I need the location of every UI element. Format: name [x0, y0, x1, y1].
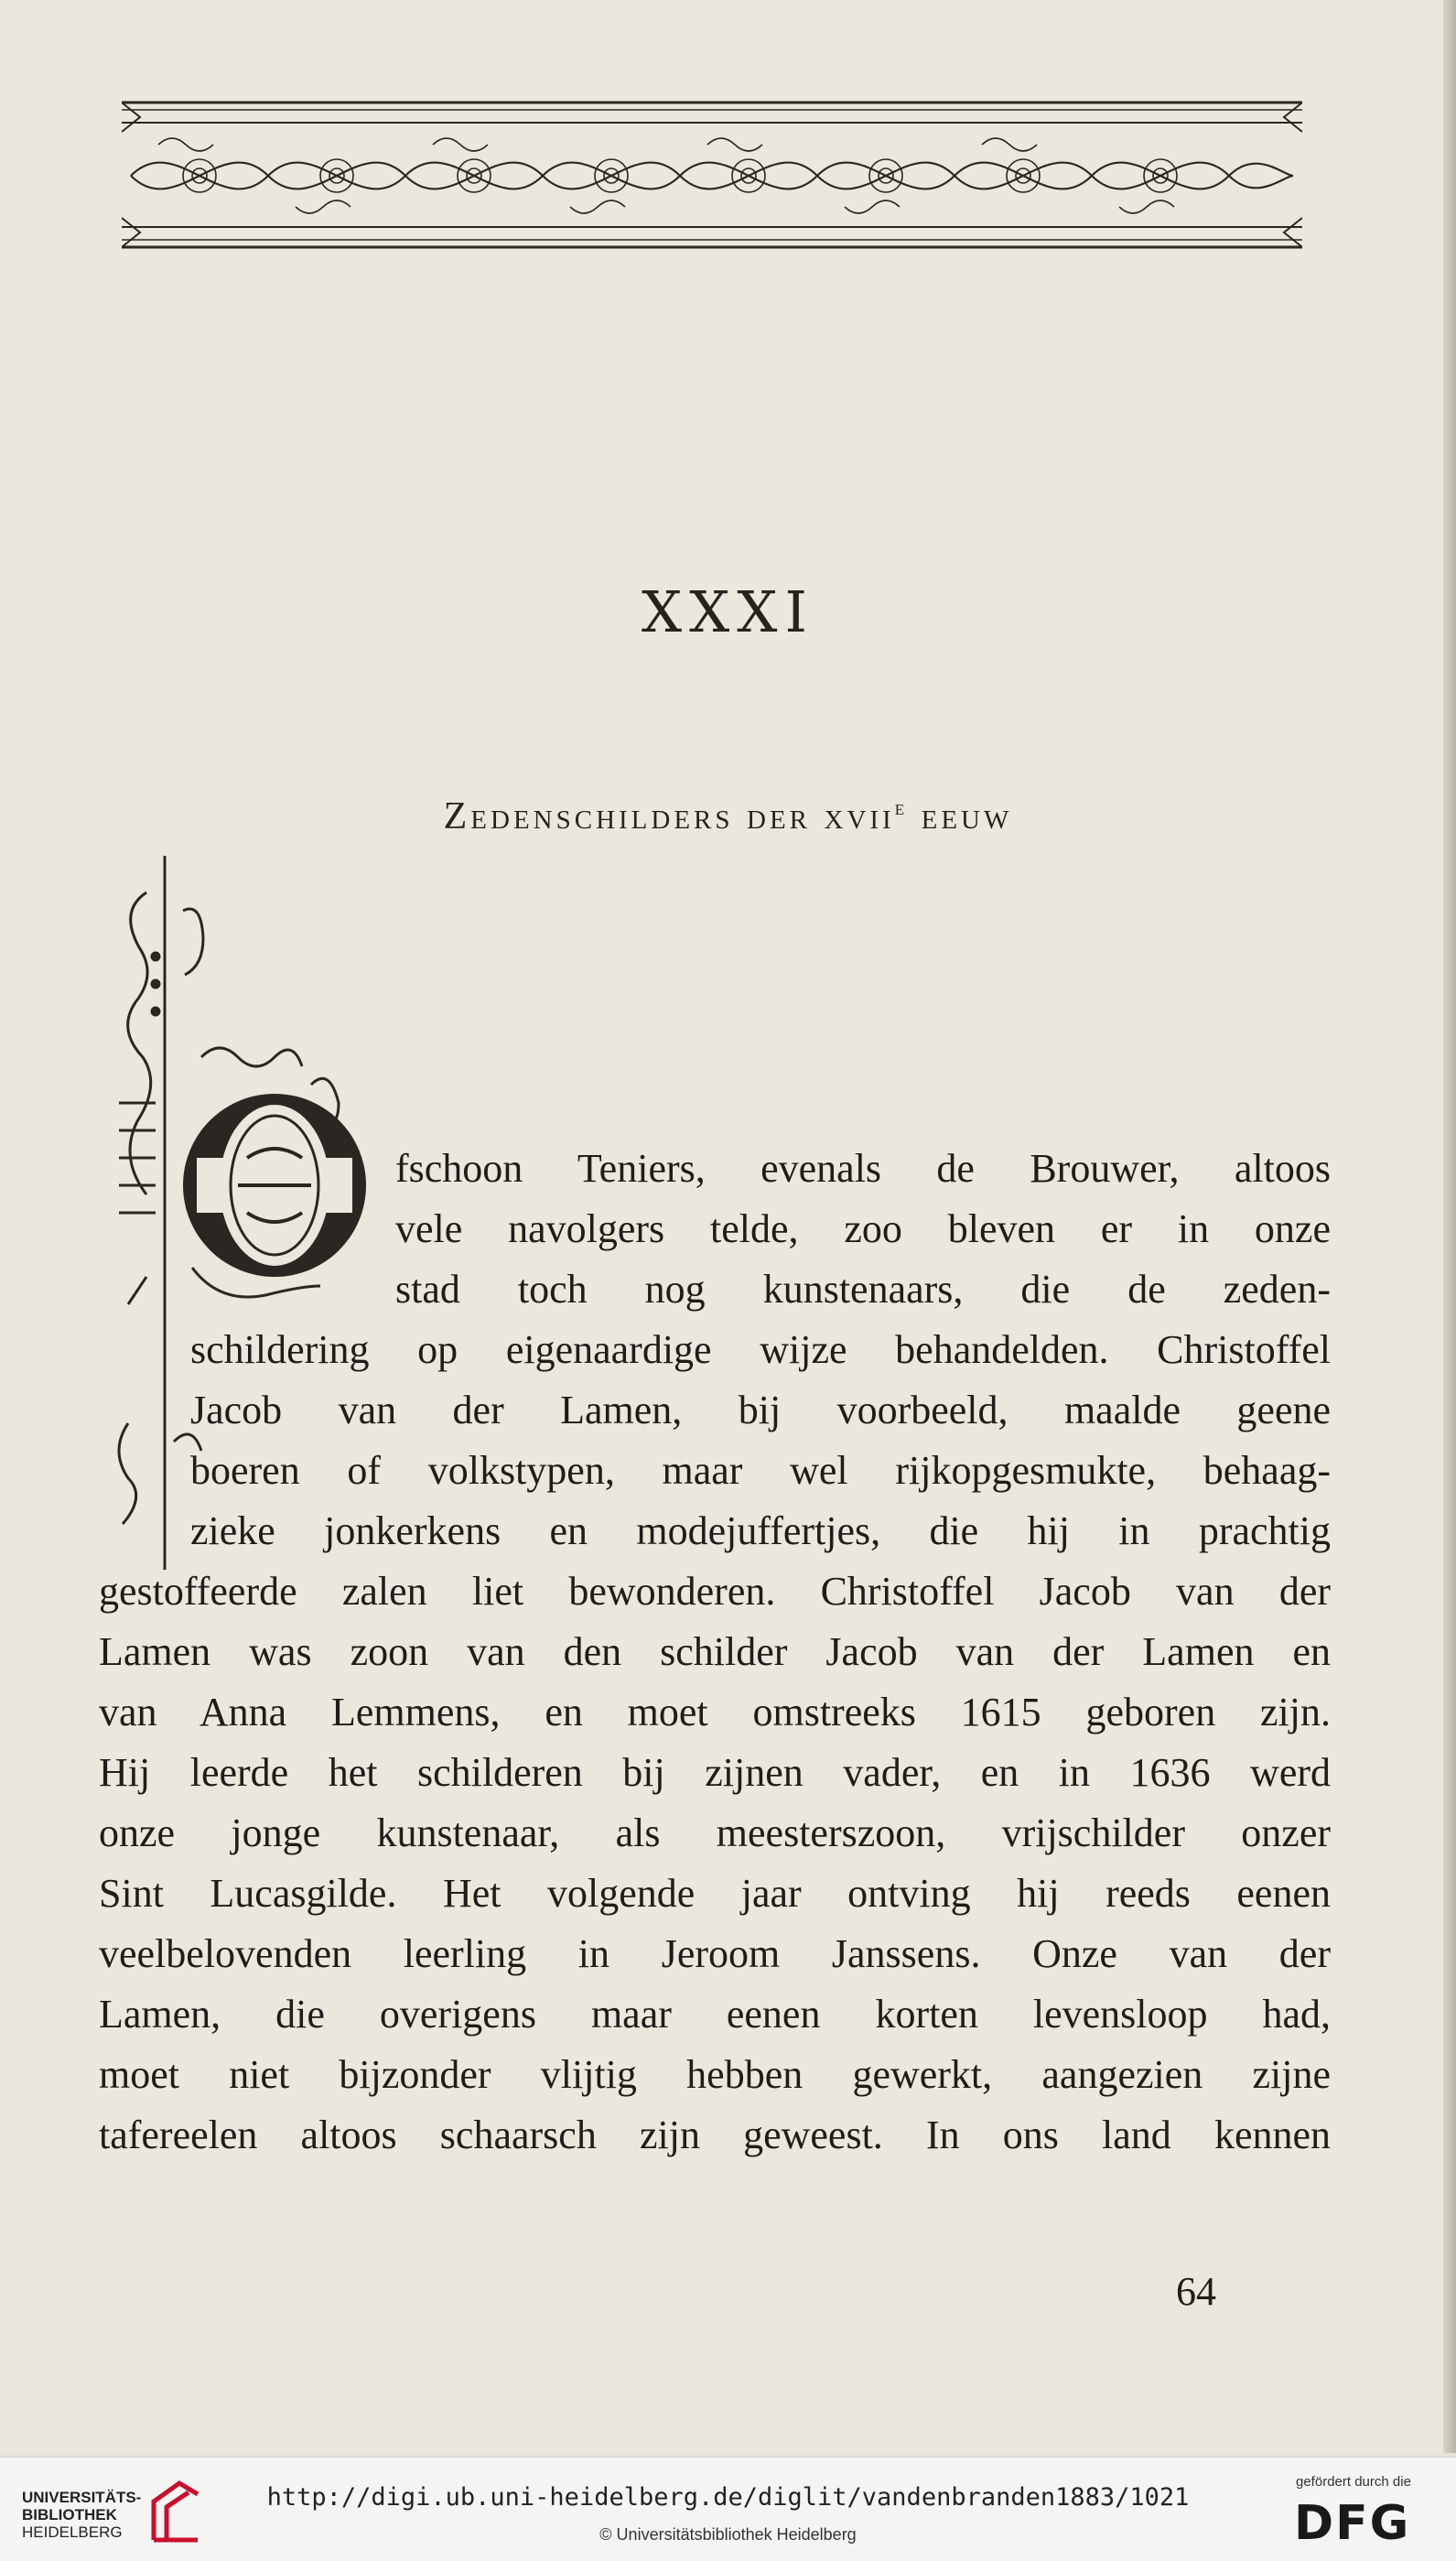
body-line-16: moet niet bijzonder vlijtig hebben gewerkt, aangezien zijne — [99, 2052, 1331, 2097]
body-line-2: vele navolgers telde, zoo bleven er in onze — [395, 1206, 1331, 1251]
funding-note: gefördert durch die — [1296, 2474, 1411, 2490]
body-line-17: tafereelen altoos schaarsch zijn geweest. In ons land kennen — [99, 2113, 1331, 2157]
library-name-line-3: HEIDELBERG — [22, 2523, 123, 2541]
body-line-7: zieke jonkerkens en modejuffertjes, die hij in prachtig — [190, 1508, 1331, 1553]
body-line-13: Sint Lucasgilde. Het volgende jaar ontving hij reeds eenen — [99, 1871, 1331, 1916]
body-line-12: onze jonge kunstenaar, als meesterszoon, vrijschilder onzer — [99, 1810, 1331, 1855]
copyright-notice: © Universitätsbibliothek Heidelberg — [599, 2525, 857, 2544]
chapter-title — [0, 794, 1456, 838]
dfg-logo: DFG — [1294, 2496, 1411, 2551]
library-name-line-2: BIBLIOTHEK — [22, 2506, 117, 2523]
body-line-6: boeren of volkstypen, maar wel rijkopgesmukte, behaag- — [190, 1448, 1331, 1493]
body-line-14: veelbelovenden leerling in Jeroom Janssens. Onze van der — [99, 1931, 1331, 1976]
body-line-11: Hij leerde het schilderen bij zijnen vader, en in 1636 werd — [99, 1750, 1331, 1795]
permalink-url — [0, 2483, 1456, 2512]
body-line-4: schildering op eigenaardige wijze behandelden. Christoffel — [190, 1327, 1331, 1372]
chapter-number: XXXI — [642, 578, 814, 645]
chapter-title-main: Zedenschilders der xvii — [443, 795, 895, 837]
library-name-line-1: UNIVERSITÄTS- — [22, 2489, 142, 2506]
chapter-title-superscript: e — [894, 796, 909, 820]
body-line-15: Lamen, die overigens maar eenen korten levensloop had, — [99, 1992, 1331, 2037]
body-line-3: stad toch nog kunstenaars, die de zeden- — [395, 1267, 1331, 1312]
permalink-link[interactable]: http://digi.ub.uni-heidelberg.de/diglit/vandenbranden1883/1021 — [266, 2483, 1190, 2512]
footer-bar — [0, 2457, 1456, 2561]
body-line-10: van Anna Lemmens, en moet omstreeks 1615 geboren zijn. — [99, 1690, 1331, 1734]
chapter-title-end: eeuw — [908, 795, 1013, 837]
body-line-5: Jacob van der Lamen, bij voorbeeld, maalde geene — [190, 1388, 1331, 1432]
body-line-1: fschoon Teniers, evenals de Brouwer, altoos — [395, 1146, 1331, 1191]
ornamental-header-band — [122, 99, 1302, 254]
body-line-8: gestoffeerde zalen liet bewonderen. Christoffel Jacob van der — [99, 1569, 1331, 1614]
body-line-9: Lamen was zoon van den schilder Jacob van der Lamen en — [99, 1629, 1331, 1674]
page-number: 64 — [1176, 2269, 1216, 2314]
page-edge-shadow — [1443, 0, 1456, 2453]
